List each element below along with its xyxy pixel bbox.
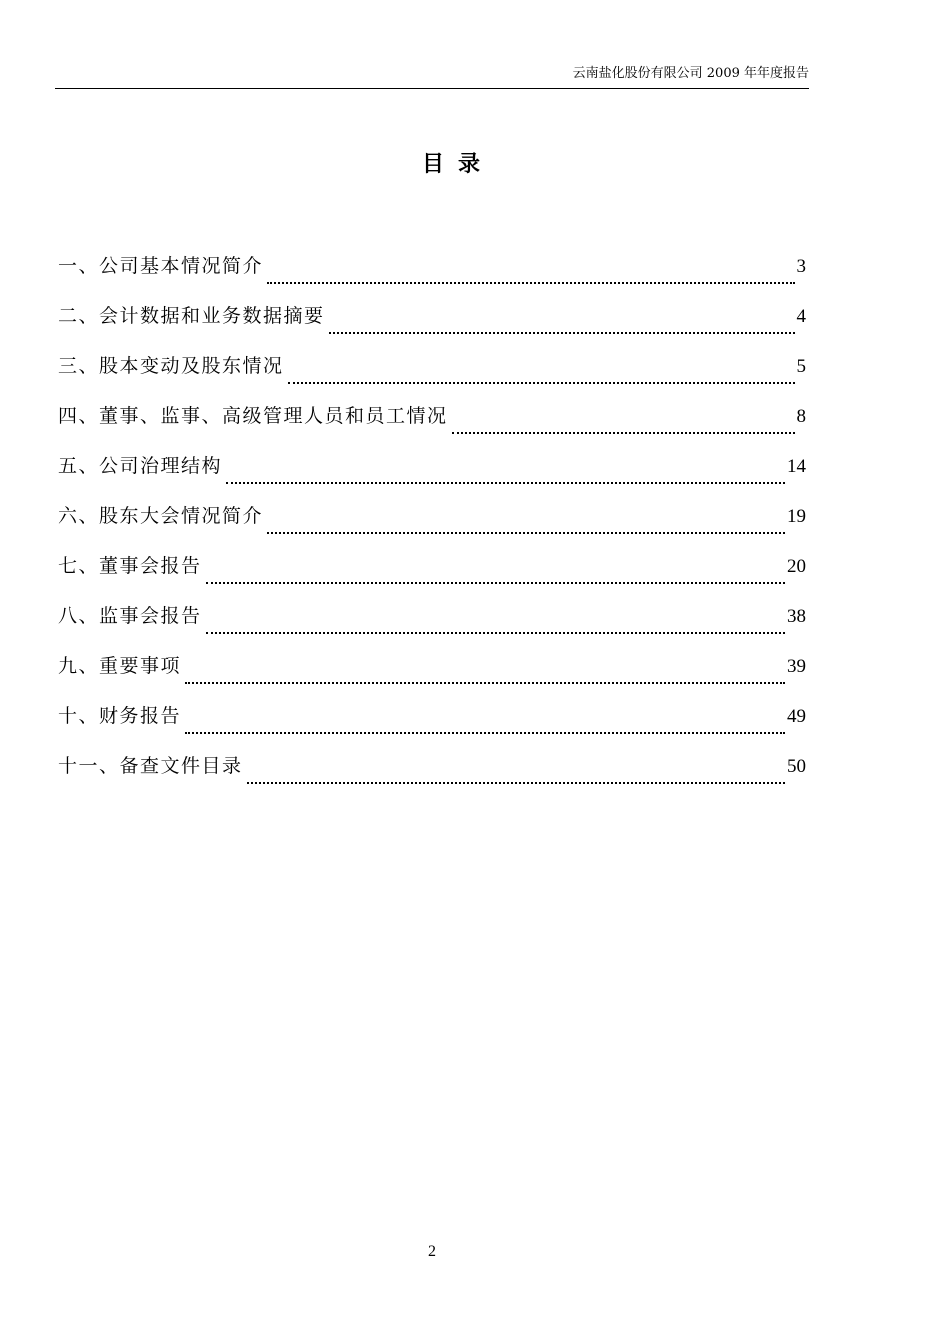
toc-dot-leader bbox=[247, 782, 785, 784]
toc-entry-label: 九、重要事项 bbox=[58, 655, 182, 677]
toc-entry-page: 5 bbox=[796, 356, 806, 377]
toc-entry-label: 一、公司基本情况简介 bbox=[58, 255, 264, 277]
toc-entry-supervisory-report[interactable] bbox=[58, 602, 806, 652]
toc-dot-leader bbox=[329, 332, 795, 334]
toc-entry-page: 50 bbox=[787, 756, 806, 777]
toc-entry-label: 八、监事会报告 bbox=[58, 605, 202, 627]
toc-entry-governance[interactable] bbox=[58, 452, 806, 502]
toc-entry-label: 四、董事、监事、高级管理人员和员工情况 bbox=[58, 405, 448, 427]
toc-dot-leader bbox=[267, 282, 794, 284]
page-header bbox=[55, 66, 809, 89]
toc-entry-board-report[interactable] bbox=[58, 552, 806, 602]
toc-entry-page: 49 bbox=[787, 706, 806, 727]
toc-entry-page: 39 bbox=[787, 656, 806, 677]
toc-entry-page: 14 bbox=[787, 456, 806, 477]
toc-dot-leader bbox=[185, 732, 785, 734]
toc-dot-leader bbox=[452, 432, 795, 434]
toc-entry-important-matters[interactable] bbox=[58, 652, 806, 702]
toc-entry-directors-staff[interactable] bbox=[58, 402, 806, 452]
toc-entry-label: 十、财务报告 bbox=[58, 705, 182, 727]
toc-entry-shareholder-meetings[interactable] bbox=[58, 502, 806, 552]
toc-entry-page: 3 bbox=[796, 256, 806, 277]
toc-entry-label: 五、公司治理结构 bbox=[58, 455, 223, 477]
toc-dot-leader bbox=[226, 482, 785, 484]
toc-entry-label: 十一、备查文件目录 bbox=[58, 755, 243, 777]
toc-entry-label: 七、董事会报告 bbox=[58, 555, 202, 577]
toc-entry-page: 38 bbox=[787, 606, 806, 627]
header-text: 云南盐化股份有限公司 2009 年年度报告 bbox=[572, 66, 809, 81]
table-of-contents bbox=[58, 252, 806, 802]
toc-entry-label: 三、股本变动及股东情况 bbox=[58, 355, 284, 377]
page-title: 目录 bbox=[421, 151, 494, 177]
toc-entry-label: 二、会计数据和业务数据摘要 bbox=[58, 305, 325, 327]
toc-dot-leader bbox=[185, 682, 785, 684]
toc-dot-leader bbox=[288, 382, 795, 384]
toc-dot-leader bbox=[267, 532, 785, 534]
toc-entry-financial-report[interactable] bbox=[58, 702, 806, 752]
toc-entry-page: 4 bbox=[796, 306, 806, 327]
toc-entry-company-profile[interactable] bbox=[58, 252, 806, 302]
toc-entry-page: 8 bbox=[796, 406, 806, 427]
toc-entry-label: 六、股东大会情况简介 bbox=[58, 505, 264, 527]
toc-dot-leader bbox=[206, 632, 785, 634]
toc-entry-accounting-summary[interactable] bbox=[58, 302, 806, 352]
toc-entry-share-changes[interactable] bbox=[58, 352, 806, 402]
page-number: 2 bbox=[428, 1243, 436, 1260]
toc-entry-page: 19 bbox=[787, 506, 806, 527]
toc-dot-leader bbox=[206, 582, 785, 584]
toc-entry-page: 20 bbox=[787, 556, 806, 577]
toc-entry-reference-documents[interactable] bbox=[58, 752, 806, 802]
